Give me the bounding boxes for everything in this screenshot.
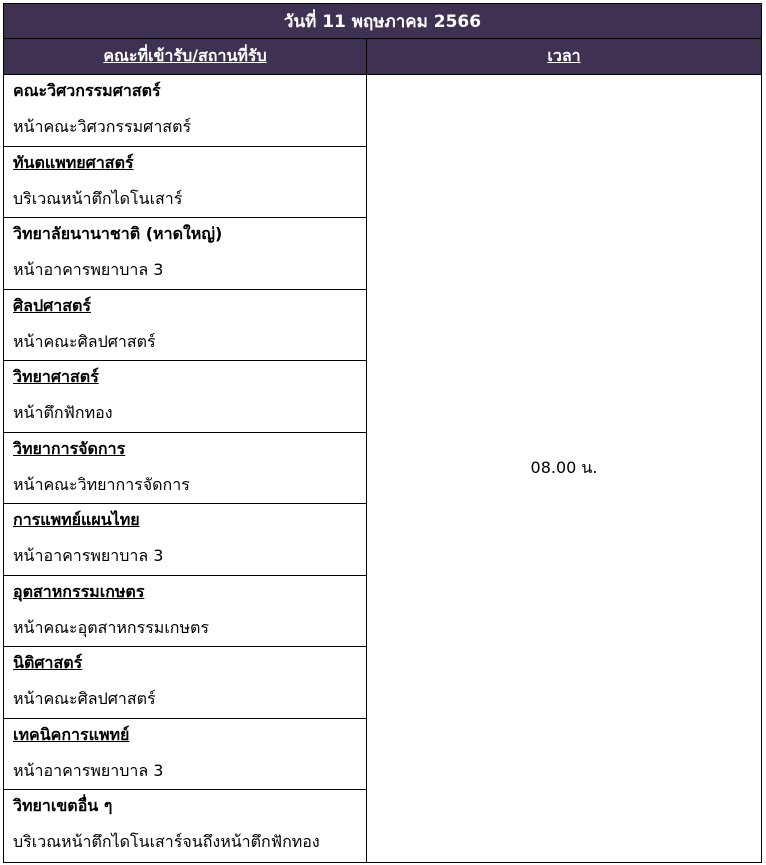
faculty-location: บริเวณหน้าตึกไดโนเสาร์ <box>13 188 183 208</box>
header-time: เวลา <box>547 46 581 65</box>
table-body <box>4 75 761 862</box>
faculty-row <box>4 433 366 505</box>
faculty-name: ศิลปศาสตร์ <box>13 295 92 315</box>
table-title: วันที่ 11 พฤษภาคม 2566 <box>4 4 761 39</box>
faculty-row <box>4 790 366 862</box>
faculty-location: หน้าคณะศิลปศาสตร์ <box>13 331 156 351</box>
faculty-row <box>4 647 366 719</box>
faculty-location: หน้าอาคารพยาบาล 3 <box>13 760 164 780</box>
faculty-row <box>4 504 366 576</box>
faculty-location: หน้าอาคารพยาบาล 3 <box>13 546 164 565</box>
faculty-location: หน้าคณะอุตสาหกรรมเกษตร <box>13 617 210 637</box>
faculty-name: เทคนิคการแพทย์ <box>13 724 130 744</box>
faculty-location: หน้าอาคารพยาบาล 3 <box>13 260 164 279</box>
faculty-column <box>4 75 367 862</box>
faculty-row <box>4 75 366 147</box>
faculty-row <box>4 290 366 362</box>
faculty-name: ทันตแพทยศาสตร์ <box>13 152 134 172</box>
faculty-name: คณะวิศวกรรมศาสตร์ <box>13 81 161 100</box>
faculty-name: วิทยาการจัดการ <box>13 438 126 458</box>
faculty-row <box>4 576 366 648</box>
faculty-row <box>4 147 366 219</box>
header-place: คณะที่เข้ารับ/สถานที่รับ <box>4 39 367 74</box>
faculty-location: หน้าคณะวิทยาการจัดการ <box>13 474 190 494</box>
header-row <box>4 39 761 75</box>
faculty-name: วิทยาลัยนานาชาติ (หาดใหญ่) <box>13 224 223 243</box>
faculty-location: หน้าตึกฟักทอง <box>13 403 113 422</box>
faculty-location: หน้าคณะวิศวกรรมศาสตร์ <box>13 117 192 136</box>
faculty-name: อุตสาหกรรมเกษตร <box>13 581 145 601</box>
schedule-table <box>3 3 762 863</box>
faculty-row <box>4 719 366 791</box>
faculty-name: การแพทย์แผนไทย <box>13 510 140 529</box>
faculty-name: วิทยาศาสตร์ <box>13 367 99 386</box>
faculty-location: บริเวณหน้าตึกไดโนเสาร์จนถึงหน้าตึกฟักทอง <box>13 832 320 851</box>
faculty-name: วิทยาเขตอื่น ๆ <box>13 796 113 815</box>
faculty-name: นิติศาสตร์ <box>13 653 83 672</box>
faculty-location: หน้าคณะศิลปศาสตร์ <box>13 689 156 708</box>
faculty-row <box>4 361 366 433</box>
time-cell: 08.00 น. <box>530 457 598 477</box>
faculty-row <box>4 218 366 290</box>
